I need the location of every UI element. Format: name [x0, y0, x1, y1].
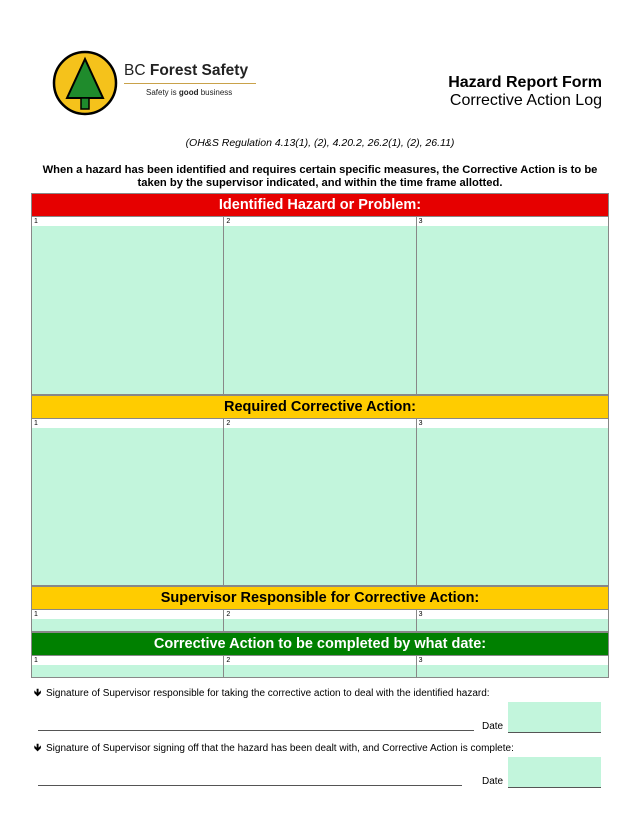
brand-name: BC Forest Safety	[124, 62, 249, 79]
intro-text: When a hazard has been identified and requires certain specific measures, the Corrective Action is to be taken by the supervisor indicated, and within the time frame allotted.	[42, 164, 598, 189]
section-banner-hazard: Identified Hazard or Problem:	[31, 193, 609, 217]
arrow-down-icon: 🡻	[34, 743, 42, 754]
date-label-responsible: Date	[482, 721, 504, 732]
regulation-reference: (OH&S Regulation 4.13(1), (2), 4.20.2, 26.2(1), (2), 26.11)	[185, 137, 455, 149]
completion-date-field-1[interactable]: 1	[32, 656, 224, 678]
supervisor-row	[31, 610, 609, 632]
corrective-action-field-1[interactable]: 1	[32, 419, 224, 586]
corrective-action-row	[31, 419, 609, 586]
hazard-field-1[interactable]: 1	[32, 217, 224, 395]
form-title: Hazard Report Form	[448, 74, 602, 91]
signature-line-signoff[interactable]	[38, 785, 462, 787]
arrow-down-icon: 🡻	[34, 688, 42, 699]
section-banner-corrective-action: Required Corrective Action:	[31, 395, 609, 419]
completion-date-row	[31, 656, 609, 678]
date-label-signoff: Date	[482, 776, 504, 787]
hazard-field-2[interactable]: 2	[224, 217, 416, 395]
tagline: Safety is good business	[146, 88, 233, 97]
date-field-responsible[interactable]	[508, 702, 601, 733]
section-banner-supervisor: Supervisor Responsible for Corrective Action:	[31, 586, 609, 610]
hazard-field-3[interactable]: 3	[417, 217, 609, 395]
hazard-form	[31, 193, 609, 678]
signature-instruction-responsible: 🡻 Signature of Supervisor responsible for taking the corrective action to deal with the identified hazard:	[34, 686, 490, 703]
supervisor-field-2[interactable]: 2	[224, 610, 416, 632]
tree-logo-icon	[52, 50, 118, 116]
brand-divider	[124, 83, 256, 84]
corrective-action-field-2[interactable]: 2	[224, 419, 416, 586]
signature-instruction-signoff: 🡻 Signature of Supervisor signing off that the hazard has been dealt with, and Corrective Action is complete:	[34, 741, 514, 758]
signature-line-responsible[interactable]	[38, 730, 474, 732]
date-field-signoff[interactable]	[508, 757, 601, 788]
section-banner-completion-date: Corrective Action to be completed by what date:	[31, 632, 609, 656]
supervisor-field-1[interactable]: 1	[32, 610, 224, 632]
form-subtitle: Corrective Action Log	[449, 92, 602, 109]
hazard-row	[31, 217, 609, 395]
completion-date-field-2[interactable]: 2	[224, 656, 416, 678]
supervisor-field-3[interactable]: 3	[417, 610, 609, 632]
corrective-action-field-3[interactable]: 3	[417, 419, 609, 586]
completion-date-field-3[interactable]: 3	[417, 656, 609, 678]
